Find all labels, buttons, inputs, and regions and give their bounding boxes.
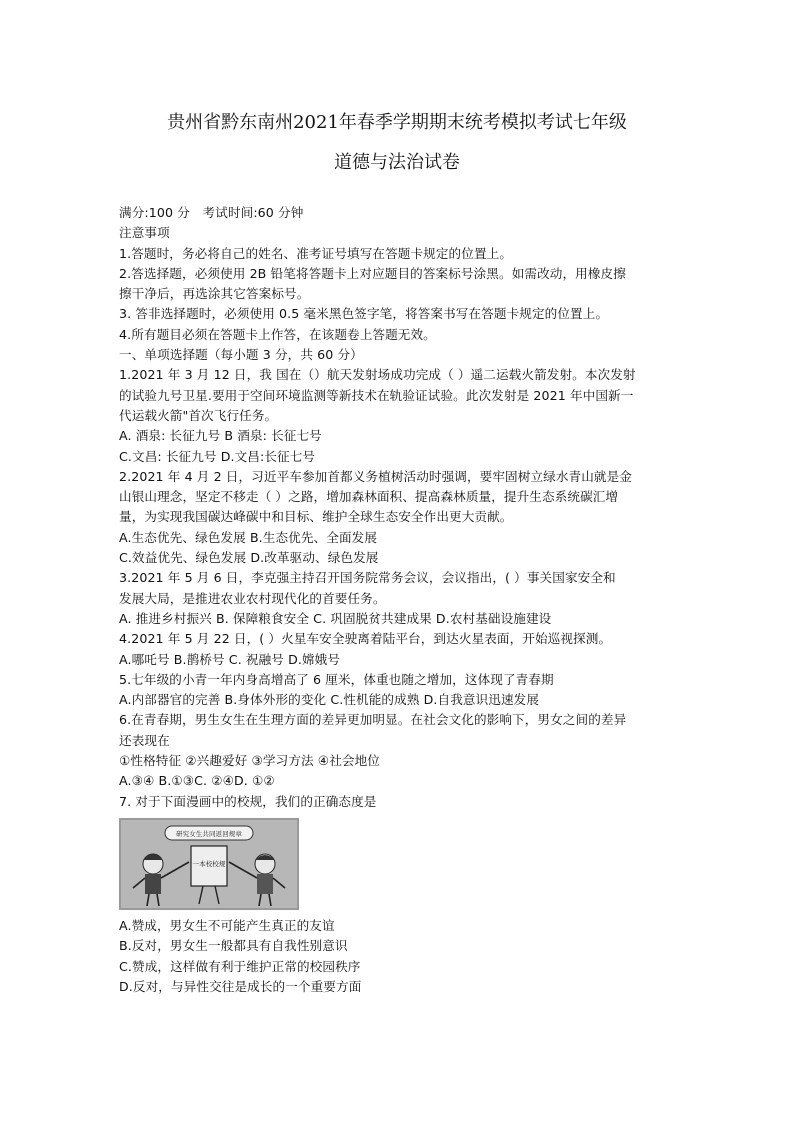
question-6-line: 还表现在 bbox=[119, 732, 170, 748]
exam-info: 满分:100 分 考试时间:60 分钟 bbox=[119, 205, 304, 220]
question-6-items: ①性格特征 ②兴趣爱好 ③学习方法 ④社会地位 bbox=[119, 753, 380, 769]
exam-subject-title: 道德与法治试卷 bbox=[334, 152, 460, 173]
question-2-line: 山银山理念，坚定不移走（ ）之路，增加森林面积、提高森林质量，提升生态系统碳汇增 bbox=[119, 489, 619, 505]
cartoon-board-text: 一本校校规 bbox=[192, 859, 226, 868]
question-2-options: A.生态优先、绿色发展 B.生态优先、全面发展 bbox=[119, 529, 378, 545]
question-4-options: A.哪吒号 B.鹊桥号 C. 祝融号 D.嫦娥号 bbox=[119, 651, 341, 667]
question-7-option: C.赞成，这样做有利于维护正常的校园秩序 bbox=[119, 958, 361, 974]
question-7-stem: 7. 对于下面漫画中的校规，我们的正确态度是 bbox=[119, 793, 377, 809]
question-1-line: 代运载火箭"首次飞行任务。 bbox=[119, 407, 278, 423]
notice-line: 3. 答非选择题时，必须使用 0.5 毫米黑色签字笔，将答案书写在答题卡规定的位置上。 bbox=[119, 306, 609, 322]
question-5-line: 5.七年级的小青一年内身高增高了 6 厘米，体重也随之增加，这体现了青春期 bbox=[119, 671, 554, 687]
notice-line: 擦干净后，再选涂其它答案标号。 bbox=[119, 286, 310, 302]
notice-line: 4.所有题目必须在答题卡上作答，在该题卷上答题无效。 bbox=[119, 326, 436, 342]
question-7-option: D.反对，与异性交往是成长的一个重要方面 bbox=[119, 978, 362, 994]
question-3-line: 3.2021 年 5 月 6 日，李克强主持召开国务院常务会议，会议指出，( ）事关国家安全和 bbox=[119, 570, 616, 586]
question-6-options: A.③④ B.①③C. ②④D. ①② bbox=[119, 773, 275, 789]
question-2-line: 2.2021 年 4 月 2 日，习近平车参加首都义务植树活动时强调，要牢固树立绿水青山就是金 bbox=[119, 468, 632, 484]
question-3-line: 发展大局，是推进农业农村现代化的首要任务。 bbox=[119, 590, 386, 606]
question-2-line: 量，为实现我国碳达峰碳中和目标、维护全球生态安全作出更大贡献。 bbox=[119, 509, 513, 525]
question-2-options: C.效益优先、绿色发展 D.改革驱动、绿色发展 bbox=[119, 550, 379, 566]
cartoon-image bbox=[119, 818, 299, 910]
exam-body bbox=[119, 203, 679, 997]
question-3-options: A. 推进乡村振兴 B. 保障粮食安全 C. 巩固脱贫共建成果 D.农村基础设施建设 bbox=[119, 610, 552, 626]
question-1-options: C.文昌: 长征九号 D.文昌:长征七号 bbox=[119, 448, 316, 464]
exam-title: 贵州省黔东南州2021年春季学期期末统考模拟考试七年级 bbox=[167, 112, 627, 133]
question-6-line: 6.在青春期，男生女生在生理方面的差异更加明显。在社会文化的影响下，男女之间的差异 bbox=[119, 712, 627, 728]
question-1-line: 的试验九号卫星.要用于空间环境监测等新技术在轨验证试验。此次发射是 2021 年中国新一 bbox=[119, 387, 634, 403]
question-1-options: A. 酒泉: 长征九号 B 酒泉: 长征七号 bbox=[119, 428, 322, 444]
question-4-line: 4.2021 年 5 月 22 日，( ）火星车安全驶离着陆平台，到达火星表面，开始巡视探测。 bbox=[119, 631, 612, 647]
notice-heading: 注意事项 bbox=[119, 225, 170, 241]
question-7-option: B.反对，男女生一般都具有自我性别意识 bbox=[119, 938, 348, 954]
question-1-line: 1.2021 年 3 月 12 日，我 国在（）航天发射场成功完成（ ）遥二运载火箭发射。本次发射 bbox=[119, 367, 636, 383]
question-5-options: A.内部器官的完善 B.身体外形的变化 C.性机能的成熟 D.自我意识迅速发展 bbox=[119, 692, 540, 708]
question-7-option: A.赞成，男女生不可能产生真正的友谊 bbox=[119, 917, 335, 933]
section-heading: 一、单项选择题（每小题 3 分，共 60 分） bbox=[119, 347, 363, 363]
cartoon-banner-text: 研究女生共同返回规章 bbox=[176, 829, 242, 838]
notice-line: 2.答选择题，必须使用 2B 铅笔将答题卡上对应题目的答案标号涂黑。如需改动，用橡皮擦 bbox=[119, 265, 626, 281]
notice-line: 1.答题时，务必将自己的姓名、准考证号填写在答题卡规定的位置上。 bbox=[119, 245, 513, 261]
